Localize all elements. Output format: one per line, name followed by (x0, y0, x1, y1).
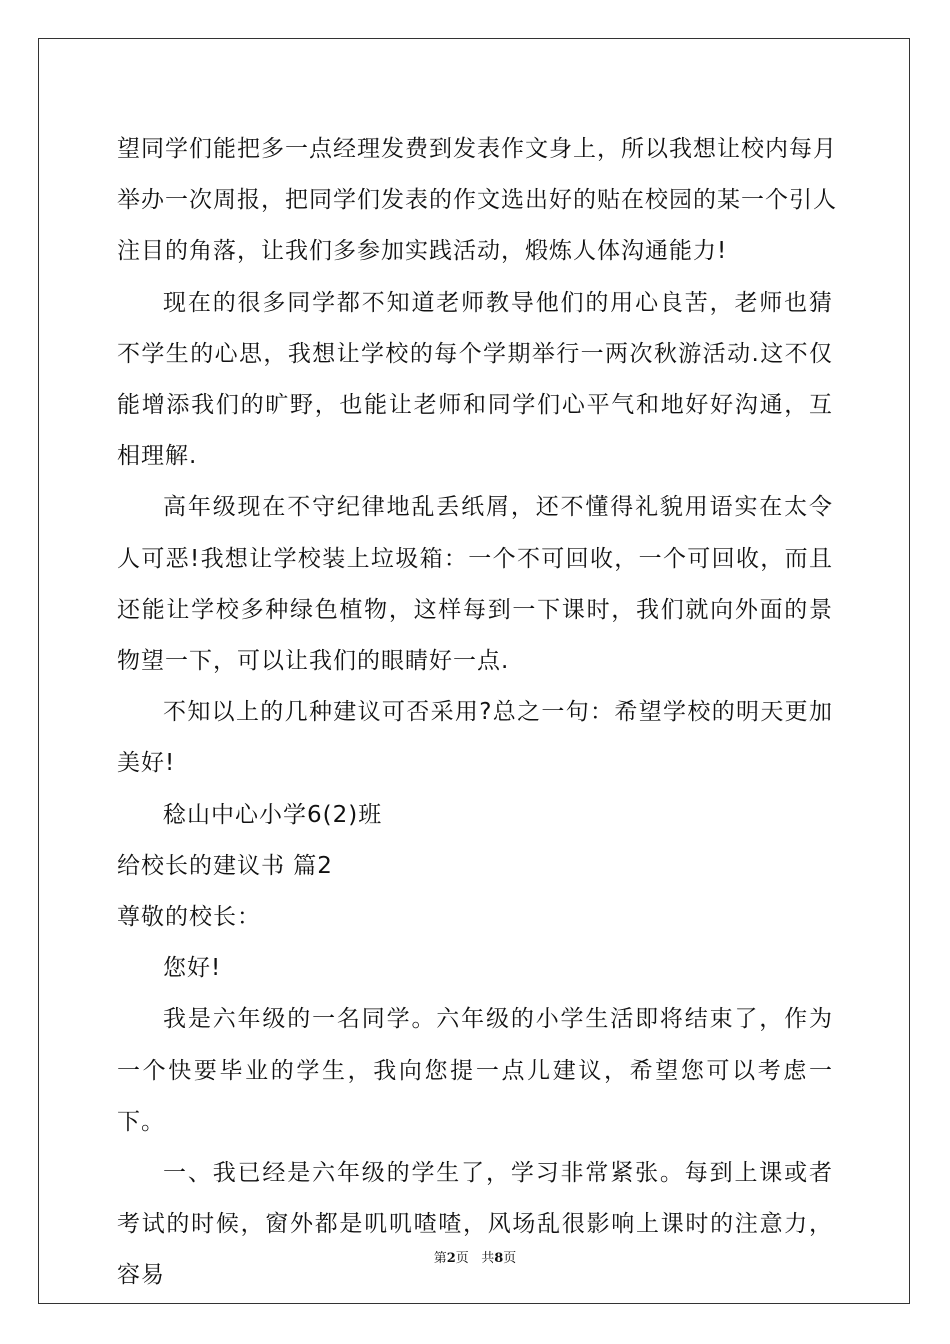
paragraph-5: 我是六年级的一名同学。六年级的小学生活即将结束了，作为一个快要毕业的学生，我向您提一点儿建议，希望您可以考虑一下。 (117, 1006, 833, 1135)
paragraph-1-line-2: 举办一次周报，把同学们发表的作文选出好的贴在校园的某一个引人 (117, 187, 837, 214)
total-pages: 8 (494, 1251, 504, 1266)
paragraph-1-line-1: 望同学们能把多一点经理发费到发表作文身上，所以我想让校内每月 (117, 136, 837, 162)
page-suffix: 页 (455, 1251, 469, 1266)
paragraph-2: 现在的很多同学都不知道老师教导他们的用心良苦，老师也猜不学生的心思，我想让学校的每个学期举行一两次秋游活动.这不仅能增添我们的旷野，也能让老师和同学们心平气和地好好沟通，互相理解. (117, 289, 833, 470)
page-prefix: 第 (433, 1251, 447, 1266)
paragraph-4: 不知以上的几种建议可否采用?总之一句：希望学校的明天更加美好! (117, 699, 833, 777)
paragraph-3: 高年级现在不守纪律地乱丢纸屑，还不懂得礼貌用语实在太令人可恶!我想让学校装上垃圾箱：一个不可回收，一个可回收，而且还能让学校多种绿色植物，这样每到一下课时，我们就向外面的景物望一下，可以让我们的眼睛好一点. (117, 494, 833, 675)
signature: 稔山中心小学6(2)班 (163, 801, 383, 828)
section-title: 给校长的建议书 篇2 (117, 852, 333, 879)
total-suffix: 页 (503, 1251, 517, 1266)
salutation: 尊敬的校长： (117, 904, 261, 931)
paragraph-1-line-3: 注目的角落，让我们多参加实践活动，煅炼人体沟通能力! (117, 238, 728, 265)
greeting: 您好! (163, 955, 222, 982)
paragraph-1 (117, 124, 837, 278)
page-footer (0, 1247, 950, 1266)
page-number: 2 (446, 1251, 456, 1266)
document-body (117, 124, 837, 1302)
paragraph-6: 一、我已经是六年级的学生了，学习非常紧张。每到上课或者考试的时候，窗外都是叽叽喳喳，风场乱很影响上课时的注意力，容易 (117, 1160, 833, 1289)
total-prefix: 共 (481, 1251, 495, 1266)
